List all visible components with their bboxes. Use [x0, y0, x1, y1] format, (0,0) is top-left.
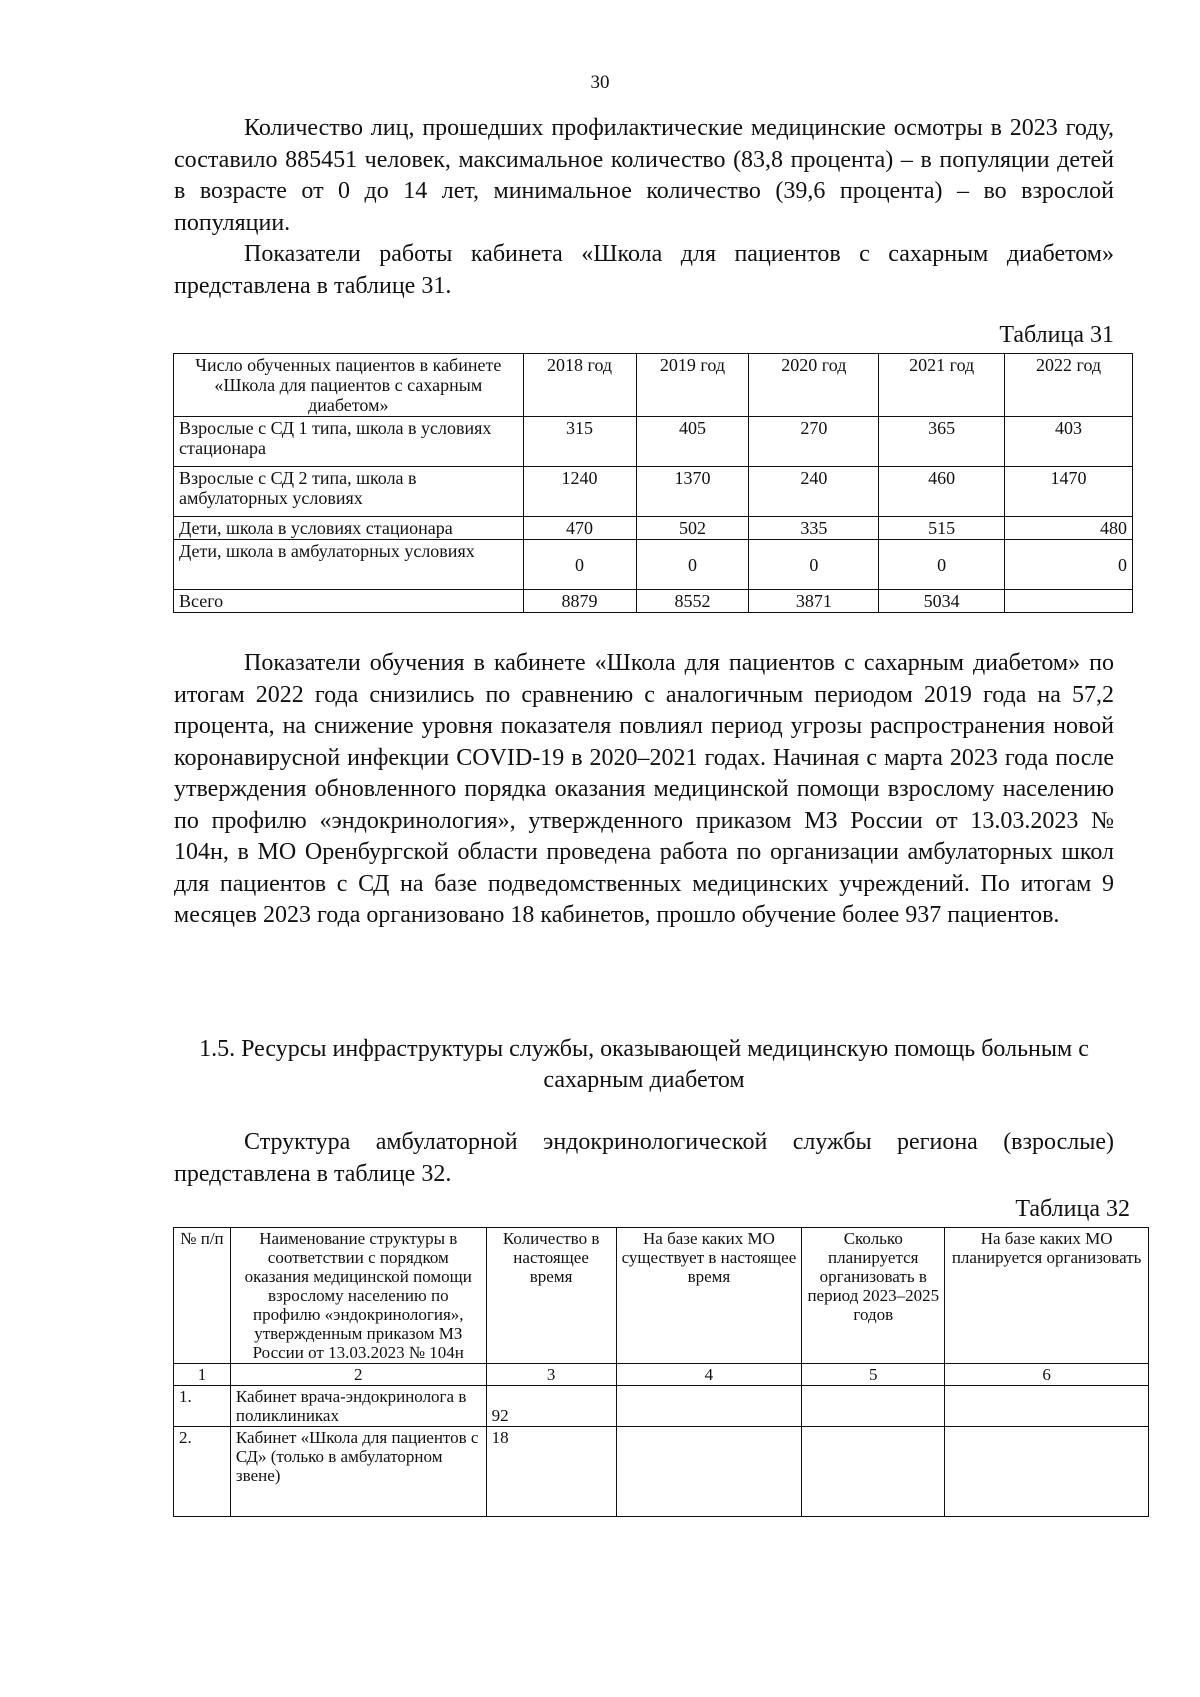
paragraph-table31-intro: Показатели работы кабинета «Школа для пациентов с сахарным диабетом» представлена в таблице 31.: [174, 241, 1114, 299]
table-cell: [802, 1427, 945, 1517]
row-label: Взрослые с СД 2 типа, школа в амбулаторных условиях: [174, 467, 524, 517]
table32-caption: Таблица 32: [1015, 1196, 1130, 1222]
column-number: 6: [945, 1364, 1149, 1386]
row-label: Дети, школа в условиях стационара: [174, 517, 524, 540]
table-row: [174, 467, 1133, 517]
column-number: 3: [486, 1364, 616, 1386]
header-cell: 2021 год: [879, 354, 1005, 417]
paragraph-table32-intro: Структура амбулаторной эндокринологической службы региона (взрослые) представлена в таблице 32.: [174, 1129, 1114, 1187]
table-cell: 470: [523, 517, 636, 540]
column-number: 5: [802, 1364, 945, 1386]
table-32: [173, 1227, 1149, 1517]
table-cell: 18: [486, 1427, 616, 1517]
header-cell: 2018 год: [523, 354, 636, 417]
table31-caption: Таблица 31: [999, 322, 1114, 348]
header-cell: Количество в настоящее время: [486, 1228, 616, 1364]
table-cell: 3871: [749, 590, 879, 613]
header-cell: Число обученных пациентов в кабинете «Школа для пациентов с сахарным диабетом»: [174, 354, 524, 417]
table-cell: 0: [879, 540, 1005, 590]
paragraph-preventive-exams: Количество лиц, прошедших профилактические медицинские осмотры в 2023 году, составило 885451 человек, максимальное количество (83,8 процента) – в популяции детей в возрасте от 0 до 14 лет, минимальное количество (39,6 процента) – во взрослой популяции.: [174, 115, 1114, 236]
header-cell: На базе каких МО планируется организовать: [945, 1228, 1149, 1364]
table-cell: 0: [523, 540, 636, 590]
table-row: [174, 517, 1133, 540]
table-cell: 480: [1005, 517, 1133, 540]
row-label: Всего: [174, 590, 524, 613]
page-number: 30: [590, 72, 610, 93]
table-cell: 5034: [879, 590, 1005, 613]
table-cell: 1370: [636, 467, 749, 517]
table-row-total: [174, 590, 1133, 613]
table-cell: [945, 1427, 1149, 1517]
header-cell: № п/п: [174, 1228, 231, 1364]
paragraph-training-results: Показатели обучения в кабинете «Школа для пациентов с сахарным диабетом» по итогам 2022 года снизились по сравнению с аналогичным периодом 2019 года на 57,2 процента, на снижение уровня показателя повлиял период угрозы распространения новой коронавирусной инфекции COVID-19 в 2020–2021 годах. Начиная с марта 2023 года после утверждения обновленного порядка оказания медицинской помощи взрослому населению по профилю «эндокринология», утвержденного приказом МЗ России от 13.03.2023 № 104н, в МО Оренбургской области проведена работа по организации амбулаторных школ для пациентов с СД на базе подведомственных медицинских учреждений. По итогам 9 месяцев 2023 года организовано 18 кабинетов, прошло обучение более 937 пациентов.: [174, 650, 1114, 928]
table-row: [174, 417, 1133, 467]
table-cell: Кабинет врача-эндокринолога в поликлиниках: [230, 1386, 486, 1427]
header-cell: 2020 год: [749, 354, 879, 417]
column-number: 2: [230, 1364, 486, 1386]
table-cell: 270: [749, 417, 879, 467]
header-cell: Наименование структуры в соответствии с порядком оказания медицинской помощи взрослому населению по профилю «эндокринология», утвержденным приказом МЗ России от 13.03.2023 № 104н: [230, 1228, 486, 1364]
table-cell: 240: [749, 467, 879, 517]
header-cell: 2022 год: [1005, 354, 1133, 417]
column-number-row: [174, 1364, 1149, 1386]
table-header-row: [174, 1228, 1149, 1364]
column-number: 1: [174, 1364, 231, 1386]
header-cell: 2019 год: [636, 354, 749, 417]
table-row: [174, 1427, 1149, 1517]
table-cell: 315: [523, 417, 636, 467]
table-cell: [945, 1386, 1149, 1427]
table-cell: [616, 1427, 802, 1517]
table-cell: 1240: [523, 467, 636, 517]
table-cell: 0: [749, 540, 879, 590]
table-cell: 1.: [174, 1386, 231, 1427]
section-heading: 1.5. Ресурсы инфраструктуры службы, оказывающей медицинскую помощь больным с сахарным диабетом: [199, 1036, 1089, 1093]
table-cell: 405: [636, 417, 749, 467]
table-header-row: [174, 354, 1133, 417]
table-row: [174, 540, 1133, 590]
table-cell: 502: [636, 517, 749, 540]
table-cell: 8552: [636, 590, 749, 613]
table-cell: 403: [1005, 417, 1133, 467]
row-label: Взрослые с СД 1 типа, школа в условиях стационара: [174, 417, 524, 467]
table-cell: 92: [486, 1386, 616, 1427]
table-cell: 460: [879, 467, 1005, 517]
table-cell: 365: [879, 417, 1005, 467]
table-cell: [802, 1386, 945, 1427]
table-cell: 2.: [174, 1427, 231, 1517]
row-label: Дети, школа в амбулаторных условиях: [174, 540, 524, 590]
table-cell: 8879: [523, 590, 636, 613]
table-cell: 0: [636, 540, 749, 590]
header-cell: На базе каких МО существует в настоящее время: [616, 1228, 802, 1364]
table-row: [174, 1386, 1149, 1427]
table-cell: 335: [749, 517, 879, 540]
column-number: 4: [616, 1364, 802, 1386]
table-cell: [1005, 590, 1133, 613]
table-cell: Кабинет «Школа для пациентов с СД» (только в амбулаторном звене): [230, 1427, 486, 1517]
table-cell: 0: [1005, 540, 1133, 590]
table-cell: 515: [879, 517, 1005, 540]
header-cell: Сколько планируется организовать в период 2023–2025 годов: [802, 1228, 945, 1364]
table-cell: 1470: [1005, 467, 1133, 517]
table-31: [173, 353, 1133, 613]
table-cell: [616, 1386, 802, 1427]
